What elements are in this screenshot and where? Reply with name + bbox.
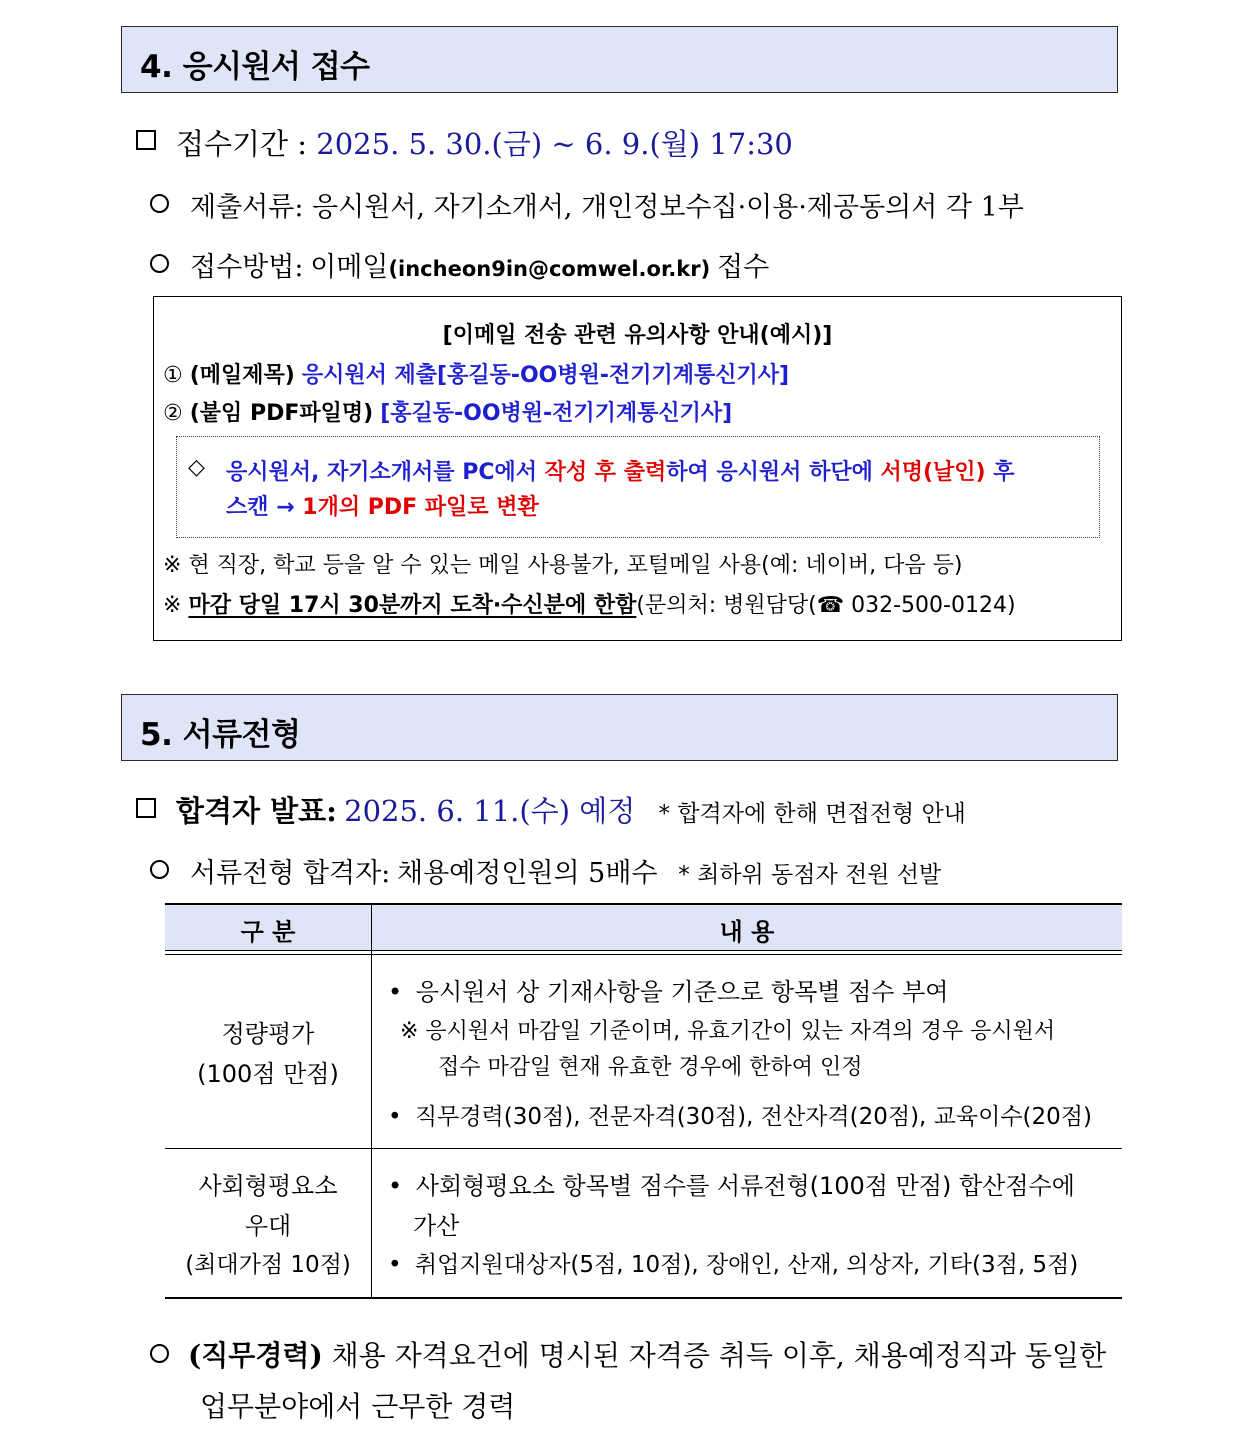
- notice-inner-line1: [226, 455, 1015, 486]
- circle-bullet-icon: [150, 1344, 169, 1363]
- docs-row: [190, 185, 1024, 224]
- announce-row: [176, 789, 966, 830]
- table-header-category: 구 분: [240, 918, 296, 946]
- row2-category-line2: 우대: [244, 1212, 292, 1240]
- method-row: [190, 245, 769, 284]
- section4-header: [121, 26, 1118, 93]
- method-prefix: 이메일: [310, 252, 389, 283]
- notice-line2-value: [홍길동-OO병원-전기기계통신기사]: [380, 401, 733, 426]
- method-label: 접수방법:: [190, 252, 304, 283]
- notice-inner-e: 후: [985, 460, 1015, 485]
- footer-label: (직무경력): [188, 1339, 323, 1372]
- notice-num1: ①: [163, 363, 183, 388]
- table-top-border: [165, 903, 1122, 905]
- table-header-content: 내 용: [719, 918, 775, 946]
- ref-mark: ※: [163, 593, 182, 618]
- square-bullet-icon: [136, 798, 156, 818]
- section5-title: 5. 서류전형: [140, 717, 301, 753]
- row2-bullet1: [388, 1166, 1075, 1201]
- notice-note2: [163, 588, 1016, 619]
- phone-icon: ☎: [816, 593, 845, 618]
- row2-bullet1-cont: 가산: [413, 1212, 460, 1240]
- row1-bullet2: [388, 1098, 1092, 1131]
- notice-inner-a: 응시원서, 자기소개서를 PC에서: [226, 460, 545, 485]
- method-email: (incheon9in@comwel.or.kr): [388, 257, 711, 281]
- row1-bullet2-text: 직무경력(30점), 전문자격(30점), 전산자격(20점), 교육이수(20점): [414, 1104, 1092, 1130]
- notice-title: [이메일 전송 관련 유의사항 안내(예시)]: [442, 323, 833, 348]
- notice-line2-label: (붙임 PDF파일명): [189, 401, 374, 426]
- section5-header: [121, 694, 1118, 761]
- circle-bullet-icon: [150, 194, 169, 213]
- bullet-icon: •: [388, 1252, 402, 1278]
- period-value: 2025. 5. 30.(금) ~ 6. 9.(월) 17:30: [316, 127, 793, 161]
- notice-line1-label: (메일제목): [189, 363, 295, 388]
- bullet-icon: •: [388, 1104, 402, 1130]
- notice-note2-rest: (문의처: 병원담당(: [636, 593, 817, 618]
- notice-phone: 032-500-0124): [844, 593, 1016, 618]
- notice-inner-d: 서명(날인): [880, 460, 986, 485]
- circle-bullet-icon: [150, 254, 169, 273]
- pass-row: [190, 851, 941, 890]
- row2-category-line1: 사회형평요소: [198, 1172, 338, 1200]
- row1-bullet1: [388, 972, 948, 1007]
- docs-value: 응시원서, 자기소개서, 개인정보수집·이용·제공동의서 각 1부: [312, 192, 1024, 223]
- table-bottom-border: [165, 1297, 1122, 1299]
- notice-note2-bold: 마감 당일 17시 30분까지 도착·수신분에 한함: [188, 593, 637, 618]
- row1-note-line1: ※ 응시원서 마감일 기준이며, 유효기간이 있는 자격의 경우 응시원서: [400, 1019, 1056, 1044]
- notice-inner-f: 스캔 →: [226, 495, 303, 520]
- footer-line1-text: 채용 자격요건에 명시된 자격증 취득 이후, 채용예정직과 동일한: [331, 1339, 1107, 1372]
- row1-bullet1-text: 응시원서 상 기재사항을 기준으로 항목별 점수 부여: [415, 978, 949, 1006]
- notice-num2: ②: [163, 401, 183, 426]
- table-header-line2: [165, 954, 1122, 955]
- method-suffix: 접수: [716, 252, 770, 283]
- announce-note: * 합격자에 한해 면접전형 안내: [658, 801, 966, 827]
- announce-label: 합격자 발표:: [176, 794, 337, 828]
- table-header-line1: [165, 950, 1122, 951]
- notice-inner-line2: [226, 490, 539, 521]
- period-label: 접수기간 :: [176, 127, 308, 161]
- table-row-divider: [165, 1148, 1122, 1149]
- notice-line2: [163, 396, 732, 427]
- period-row: [176, 122, 793, 163]
- circle-bullet-icon: [150, 860, 169, 879]
- bullet-icon: •: [388, 978, 403, 1006]
- row2-bullet2: [388, 1246, 1078, 1279]
- section4-title: 4. 응시원서 접수: [140, 49, 370, 85]
- row2-bullet1-text: 사회형평요소 항목별 점수를 서류전형(100점 만점) 합산점수에: [415, 1172, 1075, 1200]
- docs-label: 제출서류:: [190, 192, 304, 223]
- footer-line2: 업무분야에서 근무한 경력: [200, 1390, 516, 1423]
- square-bullet-icon: [136, 130, 156, 150]
- notice-note1-text: 현 직장, 학교 등을 알 수 있는 메일 사용불가, 포털메일 사용(예: 네이버, 다음 등): [188, 553, 963, 578]
- notice-inner-b: 작성 후 출력: [544, 460, 667, 485]
- notice-note1: [163, 548, 962, 579]
- notice-inner-box: [176, 436, 1100, 538]
- notice-inner-g: 1개의 PDF 파일로 변환: [302, 495, 539, 520]
- pass-value: 채용예정인원의 5배수: [397, 858, 658, 889]
- ref-mark: ※: [163, 553, 182, 578]
- footer-line1: [188, 1334, 1106, 1374]
- bullet-icon: •: [388, 1172, 403, 1200]
- announce-value: 2025. 6. 11.(수) 예정: [344, 794, 636, 828]
- notice-line1: [163, 358, 789, 389]
- pass-label: 서류전형 합격자:: [190, 858, 391, 889]
- notice-line1-value: 응시원서 제출[홍길동-OO병원-전기기계통신기사]: [301, 363, 790, 388]
- row2-bullet2-text: 취업지원대상자(5점, 10점), 장애인, 산재, 의상자, 기타(3점, 5점): [414, 1252, 1079, 1278]
- row2-category-line3: (최대가점 10점): [185, 1252, 351, 1278]
- row1-category-line2: (100점 만점): [197, 1060, 339, 1088]
- notice-inner-c: 하여 응시원서 하단에: [666, 460, 881, 485]
- table-col-divider: [371, 904, 372, 1298]
- row1-note-line2: 접수 마감일 현재 유효한 경우에 한하여 인정: [438, 1055, 863, 1080]
- pass-note: * 최하위 동점자 전원 선발: [678, 862, 942, 888]
- row1-category-line1: 정량평가: [221, 1020, 315, 1048]
- diamond-icon: ◇: [188, 455, 205, 480]
